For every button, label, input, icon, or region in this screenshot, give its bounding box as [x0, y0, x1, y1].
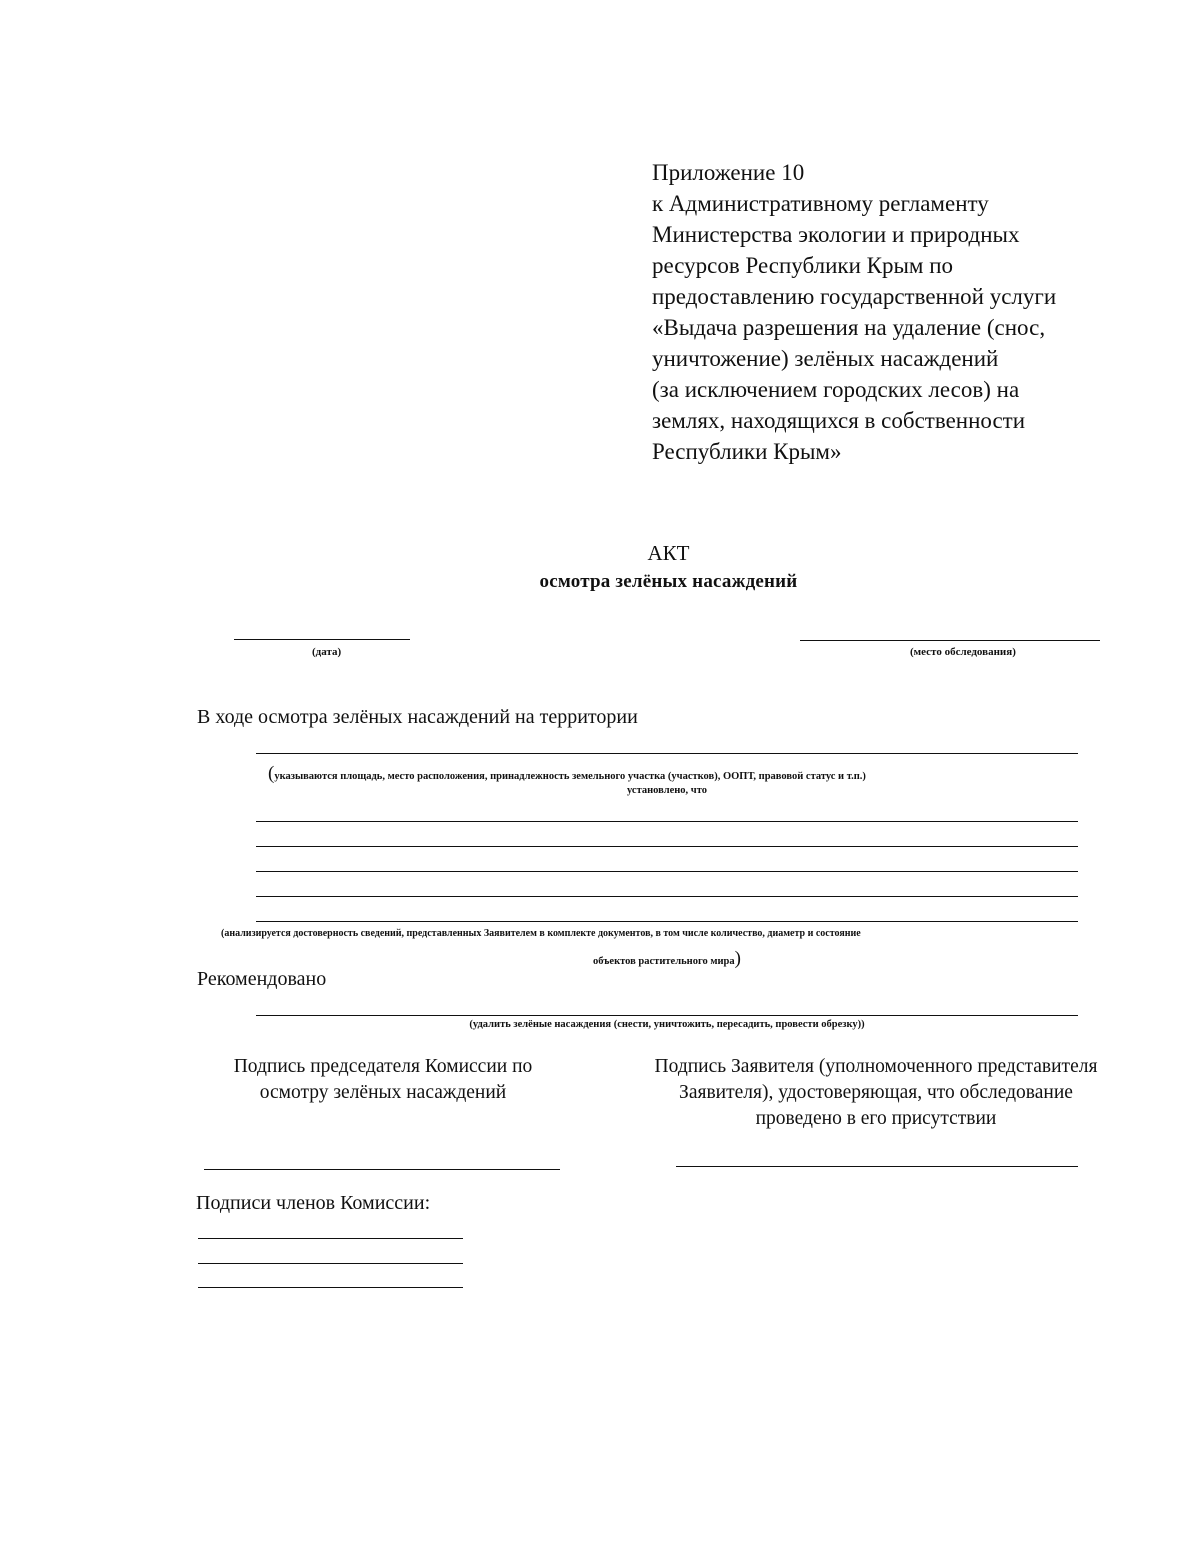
analysis-caption-2: объектов растительного мира): [593, 948, 741, 969]
recommended-caption: (удалить зелёные насаждения (снести, уничтожить, пересадить, провести обрезку)): [469, 1019, 865, 1030]
territory-line[interactable]: [256, 753, 1078, 754]
appendix-line: Министерства экологии и природных: [652, 222, 1020, 247]
appendix-line: Республики Крым»: [652, 439, 842, 464]
appendix-line: «Выдача разрешения на удаление (снос,: [652, 315, 1046, 340]
date-line[interactable]: [234, 639, 410, 640]
document-subtitle: осмотра зелёных насаждений: [539, 571, 798, 592]
analysis-caption: (анализируется достоверность сведений, представленных Заявителем в комплекте документов, в том числе количество, диаметр и состояние: [221, 928, 861, 939]
recommended-line[interactable]: [256, 1015, 1078, 1016]
appendix-line: к Административному регламенту: [652, 191, 989, 216]
applicant-signature-line[interactable]: [676, 1166, 1078, 1167]
chair-signature-label: Подпись председателя Комиссии по осмотру зелёных насаждений: [233, 1056, 533, 1103]
place-caption: (место обследования): [910, 646, 1016, 658]
document-title: АКТ: [647, 541, 690, 565]
territory-caption: (указываются площадь, место расположения, принадлежность земельного участка (участков), ООПТ, правовой статус и т.п.): [268, 763, 866, 784]
date-caption: (дата): [312, 646, 342, 658]
members-label: Подписи членов Комиссии:: [196, 1192, 431, 1214]
findings-line-2[interactable]: [256, 846, 1078, 847]
findings-line-3[interactable]: [256, 871, 1078, 872]
place-line[interactable]: [800, 640, 1100, 641]
member-signature-line-3[interactable]: [198, 1287, 463, 1288]
findings-line-5[interactable]: [256, 921, 1078, 922]
established-text: установлено, что: [627, 785, 707, 796]
appendix-line: ресурсов Республики Крым по: [652, 253, 954, 278]
recommended-label: Рекомендовано: [197, 968, 327, 990]
inspection-intro: В ходе осмотра зелёных насаждений на территории: [197, 706, 638, 728]
member-signature-line-1[interactable]: [198, 1238, 463, 1239]
appendix-line: землях, находящихся в собственности: [652, 408, 1026, 433]
appendix-header: [652, 157, 1172, 467]
appendix-line: (за исключением городских лесов) на: [652, 377, 1020, 402]
member-signature-line-2[interactable]: [198, 1263, 463, 1264]
appendix-line: предоставлению государственной услуги: [652, 284, 1057, 309]
appendix-line: уничтожение) зелёных насаждений: [652, 346, 999, 371]
findings-line-4[interactable]: [256, 896, 1078, 897]
findings-line-1[interactable]: [256, 821, 1078, 822]
applicant-signature-label: Подпись Заявителя (уполномоченного представителя Заявителя), удостоверяющая, что обследование проведено в его присутствии: [654, 1056, 1098, 1129]
chair-signature-line[interactable]: [204, 1169, 560, 1170]
appendix-line: Приложение 10: [652, 160, 805, 185]
